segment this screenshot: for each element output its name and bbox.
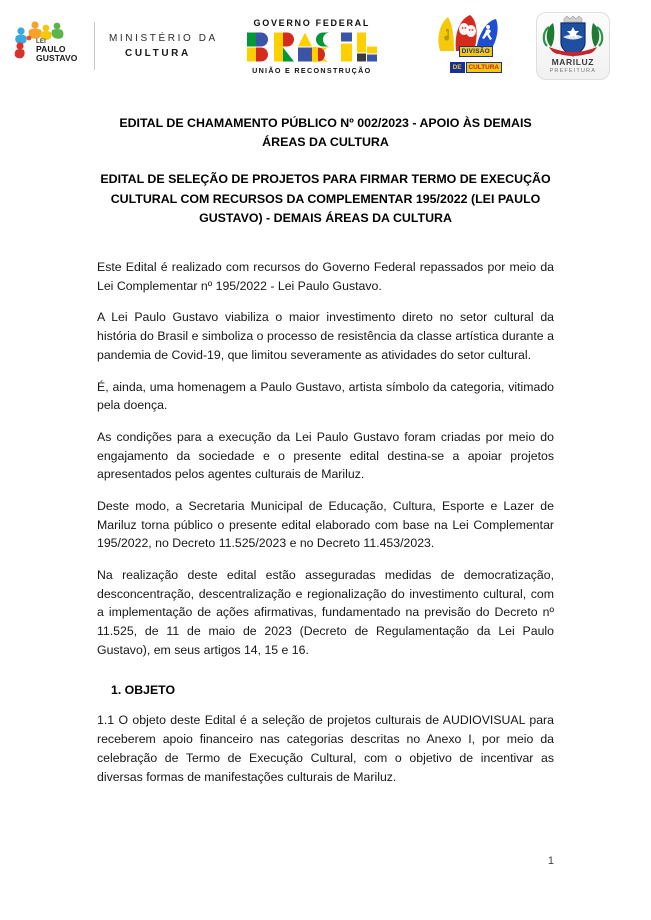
mariluz-coat-of-arms-icon bbox=[537, 13, 609, 61]
prefeitura-subtitle: PREFEITURA bbox=[549, 68, 597, 74]
governo-federal-logo bbox=[242, 18, 382, 75]
governo-federal-label: GOVERNO FEDERAL bbox=[253, 17, 371, 28]
ministry-line-1: MINISTÉRIO DA bbox=[109, 32, 218, 44]
divisao-de-cultura-logo bbox=[434, 13, 518, 79]
ministry-of-culture-logo bbox=[109, 31, 222, 62]
section-1-paragraph: 1.1 O objeto deste Edital é a seleção de projetos culturais de AUDIOVISUAL para receberem apoio financeiro nas categorias descritas no Anexo I, por meio da celebração de Termo de Execução Cultural, com o objetivo de incentivar as diversas formas de manifestações culturais de Mariluz. bbox=[97, 713, 554, 784]
governo-federal-tagline: UNIÃO E RECONSTRUÇÃO bbox=[252, 65, 372, 75]
paragraph-5: Deste modo, a Secretaria Municipal de Educação, Cultura, Esporte e Lazer de Mariluz torna público o presente edital elaborado com base na Lei Complementar 195/2022, no Decreto 11.525/2023 e no Decreto 11.453/2023. bbox=[97, 498, 554, 551]
paragraph-4: As condições para a execução da Lei Paulo Gustavo foram criadas por meio do engajamento da sociedade e o presente edital destina-se a apoiar projetos apresentados pelos agentes culturais de Mariluz. bbox=[97, 429, 554, 482]
header-divider bbox=[94, 22, 95, 70]
divisao-cultura-wordmark bbox=[434, 40, 518, 77]
lpg-line-1: LEI bbox=[36, 39, 46, 45]
document-page bbox=[0, 114, 651, 786]
lpg-wordmark bbox=[36, 39, 77, 62]
paragraph-1: Este Edital é realizado com recursos do Governo Federal repassados por meio da Lei Complementar nº 195/2022 - Lei Paulo Gustavo. bbox=[97, 260, 554, 293]
divisao-label: DIVISÃO bbox=[459, 46, 493, 57]
document-title: EDITAL DE CHAMAMENTO PÚBLICO Nº 002/2023 - APOIO ÀS DEMAIS ÁREAS DA CULTURA bbox=[119, 116, 532, 150]
document-subtitle: EDITAL DE SELEÇÃO DE PROJETOS PARA FIRMAR TERMO DE EXECUÇÃO CULTURAL COM RECURSOS DA COMPLEMENTAR 195/2022 (LEI PAULO GUSTAVO) - DEMAIS ÁREAS DA CULTURA bbox=[100, 172, 551, 225]
lpg-line-3: GUSTAVO bbox=[36, 52, 78, 63]
paragraph-6: Na realização deste edital estão asseguradas medidas de democratização, desconcentração, descentralização e regionalização do investimento cultural, com a implementação de ações afirmativas, fundamentado na previsão do Decreto nº 11.525, de 11 de maio de 2023 (Decreto de Regulamentação da Lei Paulo Gustavo), em seus artigos 14, 15 e 16. bbox=[97, 568, 554, 657]
lei-paulo-gustavo-logo bbox=[10, 17, 88, 75]
section-heading-objeto: 1. OBJETO bbox=[111, 683, 176, 698]
paragraph-3: É, ainda, uma homenagem a Paulo Gustavo, artista símbolo da categoria, vitimado pela doença. bbox=[97, 379, 554, 413]
lpg-line-2: PAULO bbox=[36, 44, 66, 54]
mariluz-name: MARILUZ bbox=[551, 57, 595, 67]
header-logo-bar bbox=[0, 0, 651, 92]
brasil-wordmark-icon bbox=[246, 31, 378, 63]
page-number: 1 bbox=[547, 855, 554, 867]
ministry-line-2: CULTURA bbox=[125, 48, 191, 59]
prefeitura-mariluz-logo bbox=[536, 12, 610, 80]
de-label: DE bbox=[450, 62, 465, 73]
cultura-label: CULTURA bbox=[466, 62, 502, 73]
paragraph-2: A Lei Paulo Gustavo viabiliza o maior investimento direto no setor cultural da história do Brasil e simboliza o processo de resistência da classe artística durante a pandemia de Covid-19, que limitou severamente as atividades do setor cultural. bbox=[97, 310, 554, 362]
prefeitura-wordmark bbox=[537, 57, 609, 74]
